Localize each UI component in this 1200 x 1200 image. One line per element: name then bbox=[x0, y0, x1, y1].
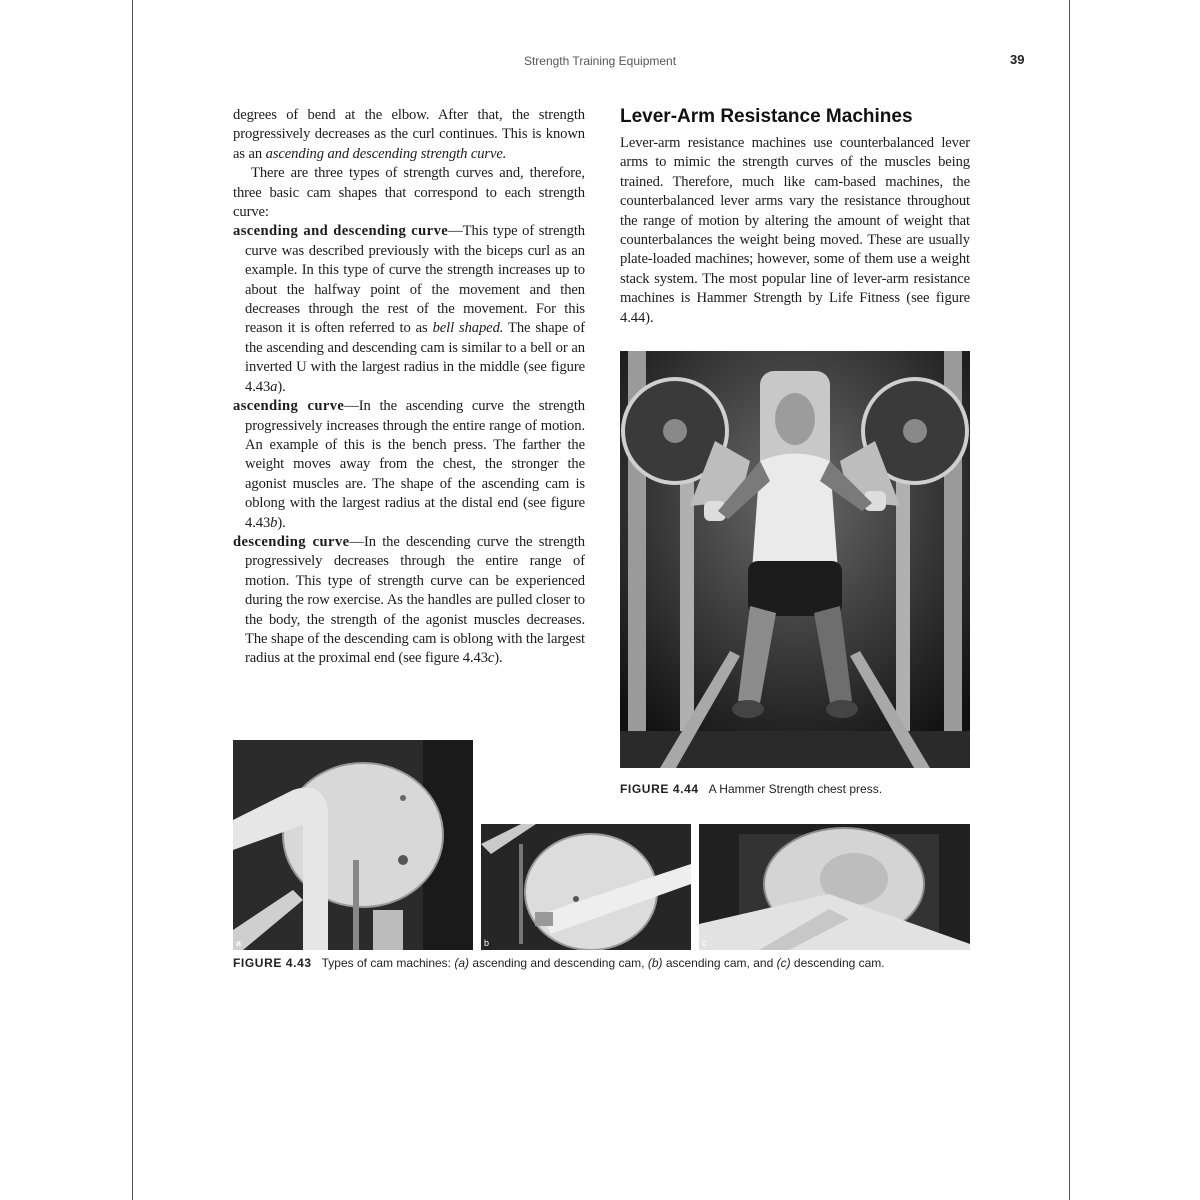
figure-label: FIGURE 4.44 bbox=[620, 782, 699, 796]
running-head: Strength Training Equipment bbox=[523, 54, 677, 68]
definition-text: ). bbox=[277, 378, 286, 395]
figure-4-44-caption bbox=[620, 782, 970, 796]
paragraph-text: degrees of bend at the elbow. After that, the strength progressively decreases as the curl continues. This is known as an bbox=[233, 107, 585, 162]
caption-text: ascending cam, and bbox=[662, 956, 777, 970]
definition-ascending-descending bbox=[233, 222, 585, 397]
definition-text: The shape of the ascending and descending cam is similar to a bell or an inverted U with the largest radius in the middle (see figure 4.43 bbox=[245, 320, 585, 395]
chest-press-illustration bbox=[620, 351, 970, 768]
definition-descending bbox=[233, 533, 585, 669]
paragraph-strength-curve bbox=[233, 106, 585, 164]
definition-text: —In the descending curve the strength progressively decreases through the entire range of motion. This type of strength curve can be experienced during the row exercise. As the handles are pulled closer to the body, the strength of the agonist muscles decreases. The shape of the descending cam is oblong with the largest radius at the proximal end (see figure 4.43 bbox=[245, 533, 585, 667]
caption-text: descending cam. bbox=[790, 956, 885, 970]
caption-ref: (c) bbox=[776, 956, 791, 970]
paragraph-cam-shapes: There are three types of strength curves and, therefore, three basic cam shapes that correspond to each strength curve: bbox=[233, 165, 585, 221]
cam-photo-c bbox=[699, 824, 970, 950]
figure-ref-letter: a bbox=[270, 378, 278, 395]
definition-text: ). bbox=[494, 650, 503, 667]
emphasis-term: bell shaped. bbox=[432, 320, 504, 337]
definition-term: descending curve bbox=[233, 533, 350, 550]
panel-letter-c: c bbox=[702, 938, 707, 948]
figure-ref-letter: c bbox=[487, 650, 495, 667]
cam-b-illustration bbox=[481, 824, 691, 950]
definition-term: ascending curve bbox=[233, 398, 345, 415]
figure-label: FIGURE 4.43 bbox=[233, 956, 312, 970]
panel-letter-a: a bbox=[236, 938, 242, 948]
caption-ref: (b) bbox=[647, 956, 663, 970]
cam-c-illustration bbox=[699, 824, 970, 950]
page-number: 39 bbox=[1010, 52, 1025, 67]
left-column bbox=[233, 106, 585, 669]
paragraph-lever-arm: Lever-arm resistance machines use counterbalanced lever arms to mimic the strength curves of the muscles being trained. Therefore, much like cam-based machines, the counterbalanced lever arms vary the resistance throughout the range of motion by altering the amount of weight that counterbalances the weight being moved. These are usually plate-loaded machines; however, some of them use a weight stack system. The most popular line of lever-arm resistance machines is Hammer Strength by Life Fitness (see figure 4.44). bbox=[620, 135, 970, 326]
panel-letter-b: b bbox=[484, 938, 490, 948]
chest-press-photo bbox=[620, 351, 970, 768]
definition-ascending bbox=[233, 397, 585, 533]
section-heading: Lever-Arm Resistance Machines bbox=[620, 106, 913, 127]
definition-text: —This type of strength curve was described previously with the biceps curl as an example. In this type of curve the strength increases up to about the halfway point of the movement and then decreases through the rest of the movement. For this reason it is often referred to as bbox=[245, 223, 585, 337]
emphasis-term: ascending and descending strength curve. bbox=[265, 145, 507, 162]
cam-a-illustration bbox=[233, 740, 473, 950]
definition-text: ). bbox=[277, 514, 286, 531]
definition-term: ascending and descending curve bbox=[233, 223, 449, 240]
caption-ref: (a) bbox=[454, 956, 470, 970]
caption-text: ascending and descending cam, bbox=[469, 956, 648, 970]
cam-photo-a bbox=[233, 740, 473, 950]
definition-text: —In the ascending curve the strength progressively increases through the entire range of motion. An example of this is the bench press. The farther the weight moves away from the chest, the stronger the agonist muscles are. The shape of the ascending cam is oblong with the largest radius at the distal end (see figure 4.43 bbox=[245, 398, 585, 531]
right-column bbox=[620, 106, 970, 328]
cam-photo-b bbox=[481, 824, 691, 950]
caption-text: Types of cam machines: bbox=[321, 956, 455, 970]
figure-4-43-caption bbox=[233, 955, 973, 971]
caption-text: A Hammer Strength chest press. bbox=[708, 782, 883, 796]
figure-ref-letter: b bbox=[270, 514, 278, 531]
